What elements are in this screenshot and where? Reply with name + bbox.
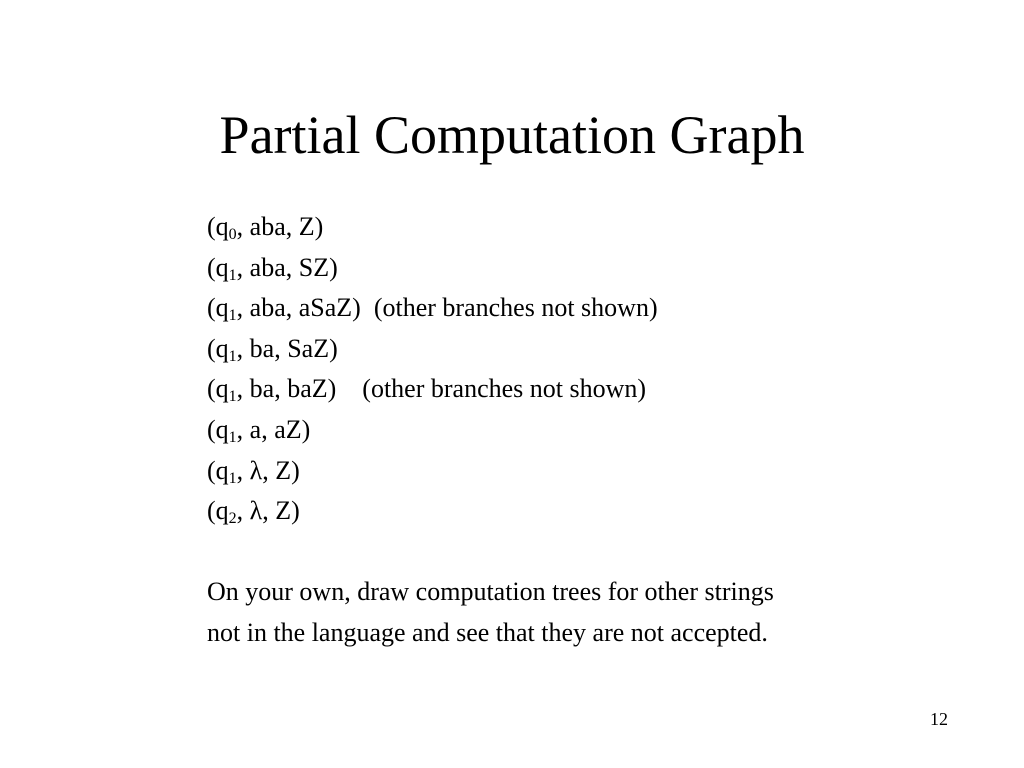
state-subscript: 2 bbox=[228, 510, 237, 528]
config-open: (q bbox=[207, 333, 229, 363]
state-subscript: 1 bbox=[228, 388, 237, 406]
config-rest: , λ, Z) bbox=[236, 455, 300, 485]
page-number: 12 bbox=[930, 709, 948, 729]
state-subscript: 0 bbox=[228, 226, 237, 243]
config-open: (q bbox=[207, 293, 229, 323]
config-rest: , ba, baZ) bbox=[236, 374, 337, 404]
paragraph-line: not in the language and see that they are not accepted. bbox=[207, 617, 768, 647]
state-subscript: 1 bbox=[228, 266, 237, 284]
config-open: (q bbox=[207, 252, 229, 282]
config-rest: , ba, SaZ) bbox=[236, 333, 338, 363]
config-open: (q bbox=[207, 455, 229, 485]
config-rest: , aba, aSaZ) bbox=[236, 293, 361, 323]
configuration-list bbox=[207, 207, 774, 654]
configuration-line bbox=[207, 207, 774, 248]
config-open: (q bbox=[207, 374, 229, 404]
config-rest: , aba, SZ) bbox=[236, 252, 338, 282]
slide-title: Partial Computation Graph bbox=[219, 105, 805, 165]
config-rest: , aba, Z) bbox=[236, 212, 324, 241]
configuration-line bbox=[207, 491, 774, 532]
branch-note: (other branches not shown) bbox=[360, 293, 658, 323]
config-open: (q bbox=[207, 212, 229, 241]
configuration-line bbox=[207, 369, 774, 410]
configuration-line bbox=[207, 410, 774, 451]
state-subscript: 1 bbox=[228, 428, 237, 446]
paragraph-line: On your own, draw computation trees for other strings bbox=[207, 577, 774, 607]
state-subscript: 1 bbox=[228, 469, 237, 487]
configuration-line bbox=[207, 329, 774, 370]
instruction-paragraph bbox=[207, 572, 774, 653]
state-subscript: 1 bbox=[228, 347, 237, 365]
config-rest: , λ, Z) bbox=[236, 496, 300, 526]
configuration-line bbox=[207, 248, 774, 289]
config-open: (q bbox=[207, 496, 229, 526]
blank-line bbox=[207, 532, 774, 573]
config-rest: , a, aZ) bbox=[236, 414, 311, 444]
configuration-line bbox=[207, 288, 774, 329]
configuration-line bbox=[207, 451, 774, 492]
state-subscript: 1 bbox=[228, 307, 237, 325]
branch-note: (other branches not shown) bbox=[336, 374, 647, 404]
config-open: (q bbox=[207, 414, 229, 444]
